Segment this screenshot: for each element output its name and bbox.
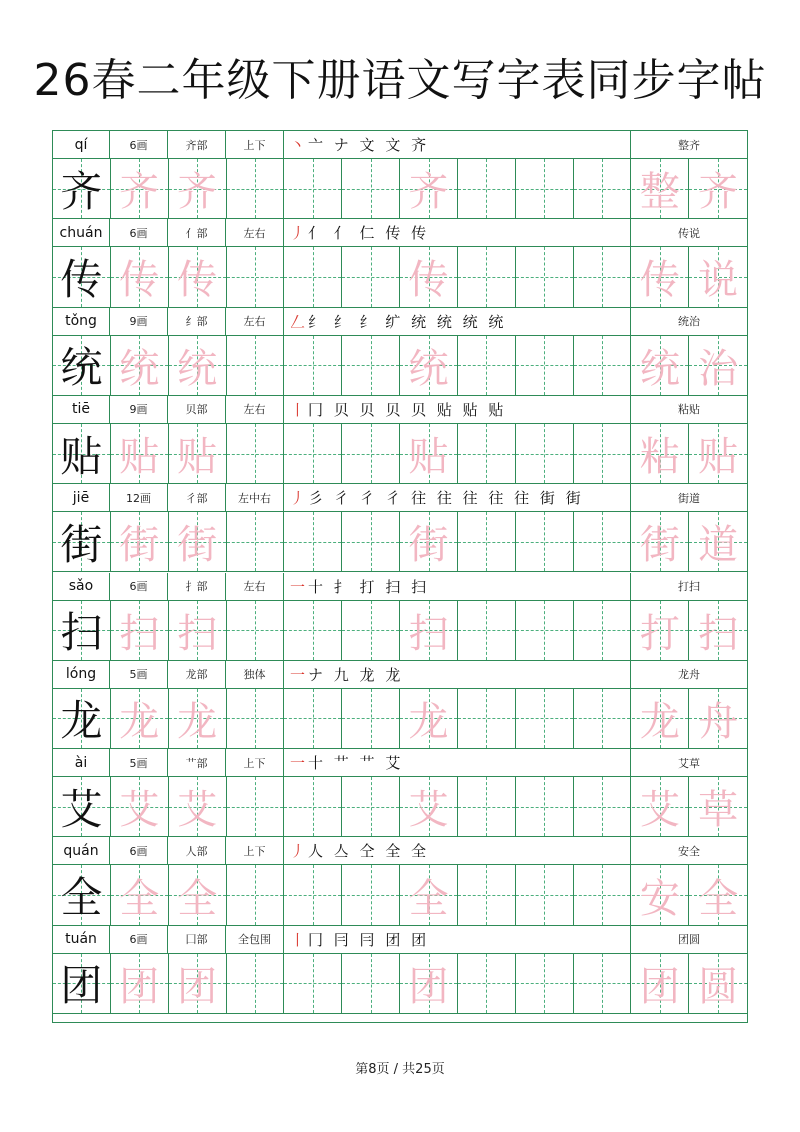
writing-cell[interactable] [574, 777, 632, 836]
trace-character: 街 [119, 522, 160, 569]
writing-cell[interactable] [342, 247, 400, 306]
trace-character: 传 [177, 257, 218, 304]
stroke-count-label: 6画 [110, 219, 168, 246]
stroke-steps: 亠 ナ 文 文 齐 [308, 136, 430, 154]
writing-cell[interactable] [284, 336, 342, 395]
writing-cell[interactable] [689, 424, 747, 483]
writing-cell[interactable] [111, 689, 169, 748]
writing-cell[interactable] [284, 424, 342, 483]
stroke-steps: 十 扌 打 扫 扫 [308, 577, 430, 596]
writing-cell[interactable] [458, 601, 516, 660]
word-label: 艾草 [678, 756, 700, 770]
radical-label: 艹部 [168, 749, 226, 776]
writing-cell[interactable] [516, 689, 574, 748]
trace-character: 齐 [119, 169, 160, 216]
trace-character: 粘 [639, 434, 680, 481]
writing-cell[interactable] [342, 689, 400, 748]
trace-character: 统 [177, 345, 218, 392]
trace-character: 扫 [408, 610, 449, 657]
stroke-count-label: 9画 [110, 396, 168, 423]
stroke-count-label: 6画 [110, 926, 168, 953]
writing-cell[interactable] [458, 512, 516, 571]
trace-character: 龙 [177, 698, 218, 745]
writing-cell[interactable] [284, 865, 342, 924]
writing-cell[interactable] [400, 512, 458, 571]
writing-cell[interactable] [227, 954, 285, 1013]
practice-grid-row [53, 777, 747, 837]
first-stroke: 丨 [290, 400, 309, 419]
stroke-order [284, 926, 631, 953]
writing-cell[interactable] [342, 424, 400, 483]
trace-character: 传 [119, 257, 160, 304]
writing-cell[interactable] [342, 954, 400, 1013]
writing-cell[interactable] [689, 689, 747, 748]
writing-cell[interactable] [53, 512, 111, 571]
writing-cell[interactable] [111, 601, 169, 660]
writing-cell[interactable] [458, 865, 516, 924]
writing-cell[interactable] [111, 424, 169, 483]
stroke-steps: 冂 冃 冃 团 团 [308, 930, 430, 949]
writing-cell[interactable] [227, 336, 285, 395]
radical-label: 纟部 [168, 308, 226, 335]
trace-character: 治 [698, 345, 739, 392]
stroke-count-label: 5画 [110, 749, 168, 776]
pinyin-label: quán [53, 837, 110, 864]
info-row [53, 484, 747, 512]
writing-cell[interactable] [53, 247, 111, 306]
stroke-order [284, 131, 631, 158]
trace-character: 齐 [177, 169, 218, 216]
practice-grid-row [53, 865, 747, 925]
writing-cell[interactable] [400, 247, 458, 306]
word-label: 粘贴 [678, 403, 700, 417]
trace-character: 龙 [408, 698, 449, 745]
writing-cell[interactable] [227, 865, 285, 924]
writing-cell[interactable] [400, 424, 458, 483]
writing-cell[interactable] [169, 159, 227, 218]
info-row [53, 749, 747, 777]
writing-cell[interactable] [574, 865, 632, 924]
writing-cell[interactable] [689, 336, 747, 395]
page-title: 26春二年级下册语文写字表同步字帖 [33, 55, 767, 106]
structure-label: 左右 [226, 308, 284, 335]
model-character: 统 [60, 343, 103, 393]
model-character: 艾 [60, 784, 103, 834]
writing-cell[interactable] [632, 424, 690, 483]
word-label: 团圆 [678, 933, 700, 947]
trace-character: 统 [119, 345, 160, 392]
pinyin-label: jiē [53, 484, 110, 511]
trace-character: 全 [408, 875, 449, 922]
trace-character: 舟 [698, 698, 739, 745]
writing-cell[interactable] [53, 336, 111, 395]
trace-character: 团 [408, 963, 449, 1010]
trace-character: 街 [177, 522, 218, 569]
model-character: 全 [60, 873, 103, 923]
radical-label: 龙部 [168, 661, 226, 688]
writing-cell[interactable] [632, 601, 690, 660]
practice-grid-row [53, 159, 747, 219]
trace-character: 扫 [119, 610, 160, 657]
practice-grid-row [53, 424, 747, 484]
writing-cell[interactable] [342, 336, 400, 395]
writing-cell[interactable] [689, 865, 747, 924]
writing-cell[interactable] [574, 601, 632, 660]
first-stroke: 一 [290, 754, 309, 773]
writing-cell[interactable] [227, 512, 285, 571]
model-character: 贴 [60, 431, 103, 481]
stroke-steps: 十 艹 艹 艾 [308, 754, 404, 773]
practice-grid-row [53, 247, 747, 307]
writing-cell[interactable] [400, 336, 458, 395]
writing-cell[interactable] [284, 777, 342, 836]
writing-cell[interactable] [169, 247, 227, 306]
word-label: 统治 [678, 315, 700, 329]
stroke-steps: ナ 九 龙 龙 [308, 665, 404, 684]
pinyin-label: tuán [53, 926, 110, 953]
radical-label: 彳部 [168, 484, 226, 511]
first-stroke: 丿 [290, 224, 309, 243]
writing-cell[interactable] [689, 954, 747, 1013]
writing-cell[interactable] [516, 601, 574, 660]
writing-cell[interactable] [400, 601, 458, 660]
practice-grid-row [53, 601, 747, 661]
writing-cell[interactable] [632, 247, 690, 306]
writing-cell[interactable] [632, 865, 690, 924]
word-label: 街道 [678, 491, 700, 505]
practice-sheet [52, 130, 748, 1023]
pinyin-label: qí [53, 131, 110, 158]
writing-cell[interactable] [284, 954, 342, 1013]
first-stroke: 丨 [290, 930, 309, 949]
stroke-order [284, 837, 631, 864]
trace-character: 艾 [119, 787, 160, 834]
info-row [53, 308, 747, 336]
stroke-order [284, 573, 631, 600]
trace-character: 贴 [698, 434, 739, 481]
trace-character: 打 [639, 610, 680, 657]
writing-cell[interactable] [227, 159, 285, 218]
trace-character: 艾 [408, 787, 449, 834]
writing-cell[interactable] [169, 954, 227, 1013]
structure-label: 左中右 [226, 484, 284, 511]
trace-character: 贴 [408, 434, 449, 481]
writing-cell[interactable] [342, 159, 400, 218]
trace-character: 贴 [119, 434, 160, 481]
writing-cell[interactable] [516, 865, 574, 924]
writing-cell[interactable] [516, 159, 574, 218]
writing-cell[interactable] [284, 689, 342, 748]
first-stroke: 丶 [290, 136, 309, 154]
word-label: 整齐 [678, 138, 700, 152]
writing-cell[interactable] [53, 777, 111, 836]
first-stroke: 一 [290, 577, 309, 596]
practice-grid-row [53, 954, 747, 1014]
writing-cell[interactable] [284, 512, 342, 571]
writing-cell[interactable] [111, 954, 169, 1013]
stroke-steps: 人 亼 仝 全 全 [308, 842, 430, 861]
stroke-steps: 亻 亻 仁 传 传 [308, 224, 430, 243]
stroke-count-label: 6画 [110, 837, 168, 864]
stroke-order [284, 308, 631, 335]
writing-cell[interactable] [227, 247, 285, 306]
practice-grid-row [53, 512, 747, 572]
writing-cell[interactable] [632, 777, 690, 836]
structure-label: 上下 [226, 749, 284, 776]
trace-character: 艾 [639, 787, 680, 834]
trace-character: 扫 [698, 610, 739, 657]
pinyin-label: chuán [53, 219, 110, 246]
writing-cell[interactable] [53, 601, 111, 660]
info-row [53, 219, 747, 247]
writing-cell[interactable] [458, 424, 516, 483]
structure-label: 独体 [226, 661, 284, 688]
radical-label: 囗部 [168, 926, 226, 953]
structure-label: 全包围 [226, 926, 284, 953]
page-footer: 第8页 / 共25页 [355, 1062, 445, 1077]
structure-label: 左右 [226, 219, 284, 246]
writing-cell[interactable] [400, 865, 458, 924]
writing-cell[interactable] [574, 336, 632, 395]
structure-label: 左右 [226, 396, 284, 423]
trace-character: 扫 [177, 610, 218, 657]
trace-character: 道 [698, 522, 739, 569]
writing-cell[interactable] [342, 865, 400, 924]
writing-cell[interactable] [342, 777, 400, 836]
radical-label: 人部 [168, 837, 226, 864]
writing-cell[interactable] [458, 336, 516, 395]
trace-character: 贴 [177, 434, 218, 481]
writing-cell[interactable] [169, 777, 227, 836]
writing-cell[interactable] [632, 512, 690, 571]
writing-cell[interactable] [632, 689, 690, 748]
info-row [53, 396, 747, 424]
trace-character: 龙 [119, 698, 160, 745]
writing-cell[interactable] [53, 954, 111, 1013]
structure-label: 上下 [226, 837, 284, 864]
model-character: 齐 [60, 166, 103, 216]
radical-label: 贝部 [168, 396, 226, 423]
trace-character: 整 [639, 169, 680, 216]
writing-cell[interactable] [400, 689, 458, 748]
pinyin-label: lóng [53, 661, 110, 688]
radical-label: 齐部 [168, 131, 226, 158]
trace-character: 圆 [698, 963, 739, 1010]
radical-label: 扌部 [168, 573, 226, 600]
writing-cell[interactable] [169, 424, 227, 483]
writing-cell[interactable] [53, 689, 111, 748]
writing-cell[interactable] [458, 777, 516, 836]
trace-character: 统 [408, 345, 449, 392]
writing-cell[interactable] [169, 601, 227, 660]
trace-character: 全 [698, 875, 739, 922]
trace-character: 街 [639, 522, 680, 569]
writing-cell[interactable] [516, 424, 574, 483]
radical-label: 亻部 [168, 219, 226, 246]
first-stroke: 丿 [290, 489, 309, 508]
pinyin-label: tiē [53, 396, 110, 423]
writing-cell[interactable] [458, 689, 516, 748]
writing-cell[interactable] [284, 159, 342, 218]
writing-cell[interactable] [458, 247, 516, 306]
writing-cell[interactable] [574, 512, 632, 571]
stroke-count-label: 9画 [110, 308, 168, 335]
writing-cell[interactable] [516, 247, 574, 306]
writing-cell[interactable] [574, 954, 632, 1013]
writing-cell[interactable] [53, 159, 111, 218]
stroke-order [284, 484, 631, 511]
writing-cell[interactable] [400, 954, 458, 1013]
writing-cell[interactable] [284, 601, 342, 660]
practice-grid-row [53, 689, 747, 749]
writing-cell[interactable] [632, 159, 690, 218]
writing-cell[interactable] [227, 601, 285, 660]
pinyin-label: sǎo [53, 573, 110, 600]
writing-cell[interactable] [632, 954, 690, 1013]
writing-cell[interactable] [516, 954, 574, 1013]
writing-cell[interactable] [689, 159, 747, 218]
word-label: 龙舟 [678, 668, 700, 682]
writing-cell[interactable] [111, 777, 169, 836]
writing-cell[interactable] [689, 512, 747, 571]
info-row [53, 926, 747, 954]
writing-cell[interactable] [111, 512, 169, 571]
stroke-steps: 冂 贝 贝 贝 贝 贴 贴 贴 [308, 400, 507, 419]
writing-cell[interactable] [400, 777, 458, 836]
writing-cell[interactable] [574, 689, 632, 748]
pinyin-label: ài [53, 749, 110, 776]
practice-grid-row [53, 336, 747, 396]
word-label: 打扫 [678, 580, 700, 593]
stroke-order [284, 749, 631, 776]
trace-character: 齐 [698, 169, 739, 216]
word-label: 传说 [678, 226, 700, 240]
trace-character: 全 [119, 875, 160, 922]
writing-cell[interactable] [111, 159, 169, 218]
writing-cell[interactable] [574, 247, 632, 306]
stroke-count-label: 5画 [110, 661, 168, 688]
stroke-order [284, 219, 631, 246]
stroke-count-label: 6画 [110, 131, 168, 158]
writing-cell[interactable] [227, 777, 285, 836]
writing-cell[interactable] [689, 777, 747, 836]
writing-cell[interactable] [111, 336, 169, 395]
writing-cell[interactable] [458, 159, 516, 218]
trace-character: 说 [698, 257, 739, 304]
writing-cell[interactable] [111, 865, 169, 924]
writing-cell[interactable] [689, 601, 747, 660]
info-row [53, 131, 747, 159]
model-character: 扫 [60, 608, 103, 658]
stroke-count-label: 12画 [110, 484, 168, 511]
writing-cell[interactable] [53, 424, 111, 483]
trace-character: 艾 [177, 787, 218, 834]
trace-character: 街 [408, 522, 449, 569]
structure-label: 上下 [226, 131, 284, 158]
trace-character: 草 [698, 787, 739, 834]
structure-label: 左右 [226, 573, 284, 600]
model-character: 团 [60, 961, 103, 1011]
model-character: 传 [60, 254, 103, 304]
trace-character: 齐 [408, 169, 449, 216]
pinyin-label: tǒng [53, 308, 110, 335]
model-character: 街 [60, 519, 103, 569]
writing-cell[interactable] [169, 512, 227, 571]
word-label: 安全 [678, 844, 700, 858]
stroke-steps: 纟 纟 纟 纩 统 统 统 统 [308, 312, 507, 331]
model-character: 龙 [60, 696, 103, 746]
writing-cell[interactable] [458, 954, 516, 1013]
writing-cell[interactable] [516, 777, 574, 836]
trace-character: 龙 [639, 698, 680, 745]
first-stroke: 𠃋 [290, 312, 309, 331]
writing-cell[interactable] [227, 689, 285, 748]
trace-character: 团 [177, 963, 218, 1010]
writing-cell[interactable] [516, 336, 574, 395]
first-stroke: 一 [290, 665, 309, 684]
stroke-steps: 彡 彳 彳 彳 往 往 往 往 往 街 街 [308, 489, 584, 508]
trace-character: 团 [639, 963, 680, 1010]
writing-cell[interactable] [169, 689, 227, 748]
writing-cell[interactable] [169, 865, 227, 924]
writing-cell[interactable] [574, 159, 632, 218]
info-row [53, 837, 747, 865]
writing-cell[interactable] [111, 247, 169, 306]
writing-cell[interactable] [632, 336, 690, 395]
writing-cell[interactable] [169, 336, 227, 395]
writing-cell[interactable] [227, 424, 285, 483]
writing-cell[interactable] [342, 512, 400, 571]
writing-cell[interactable] [574, 424, 632, 483]
writing-cell[interactable] [516, 512, 574, 571]
stroke-order [284, 661, 631, 688]
trace-character: 全 [177, 875, 218, 922]
trace-character: 安 [639, 875, 680, 922]
stroke-count-label: 6画 [110, 573, 168, 600]
stroke-order [284, 396, 631, 423]
writing-cell[interactable] [689, 247, 747, 306]
writing-cell[interactable] [53, 865, 111, 924]
info-row [53, 661, 747, 689]
info-row [53, 573, 747, 601]
trace-character: 统 [639, 345, 680, 392]
writing-cell[interactable] [400, 159, 458, 218]
writing-cell[interactable] [342, 601, 400, 660]
trace-character: 团 [119, 963, 160, 1010]
writing-cell[interactable] [284, 247, 342, 306]
trace-character: 传 [639, 257, 680, 304]
trace-character: 传 [408, 257, 449, 304]
first-stroke: 丿 [290, 842, 309, 861]
